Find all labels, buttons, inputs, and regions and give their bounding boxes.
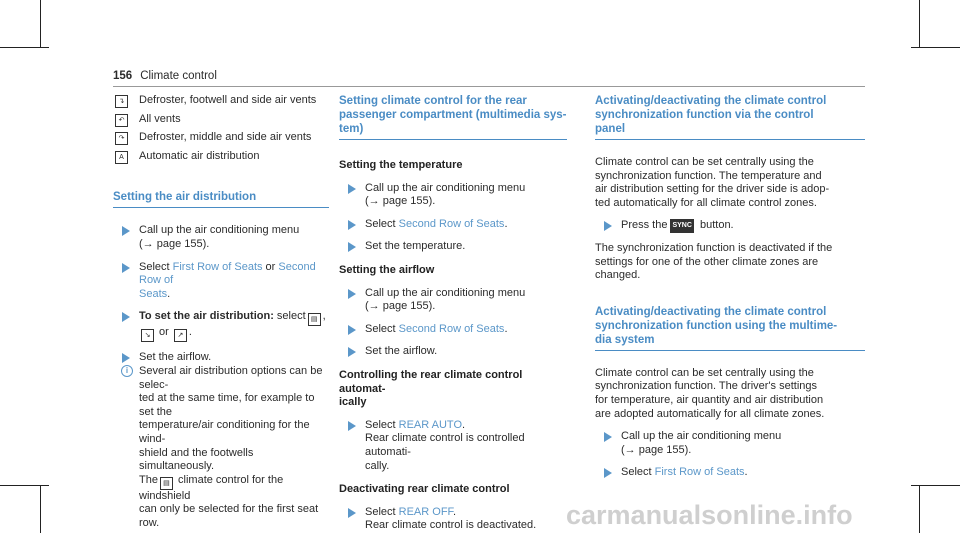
subheading: Controlling the rear climate control automat- ically (339, 368, 523, 409)
crop-mark (0, 485, 49, 486)
step: Call up the air conditioning menu (→ page 155). (339, 287, 567, 314)
page-header (113, 70, 217, 82)
subheading: Deactivating rear climate control (339, 483, 510, 496)
step-arrow-icon (122, 353, 130, 363)
crop-mark (911, 47, 960, 48)
list-item: A Automatic air distribution (113, 150, 329, 164)
step: Set the airflow. (339, 345, 567, 359)
paragraph: Climate control can be set centrally using the synchronization function. The temperature and air distribution setting for the driver side is adop- ted automatically for all climate control zones. (595, 156, 830, 209)
step: Select First Row of Seats. (595, 466, 865, 480)
section-heading: Activating/deactivating the climate control synchronization function via the control panel (595, 94, 865, 140)
step: Set the temperature. (339, 240, 567, 254)
menu-item-second-row[interactable]: Second Row of Seats (398, 217, 505, 230)
step: Select REAR AUTO. Rear climate control is controlled automati- cally. (339, 419, 567, 473)
menu-item-second-row[interactable]: Second Row of Seats (398, 322, 505, 335)
step: Press the SYNC button. (595, 219, 865, 233)
step: Call up the air conditioning menu (→ page 155). (113, 224, 329, 251)
page-number: 156 (113, 70, 133, 82)
list-item: ↷ Defroster, middle and side air vents (113, 131, 329, 145)
step: Select Second Row of Seats. (339, 218, 567, 232)
list-item: ↴ Defroster, footwell and side air vents (113, 94, 329, 108)
footwell-icon: ↘ (141, 329, 154, 342)
windshield-icon: ▤ (308, 313, 321, 326)
crop-mark (911, 485, 960, 486)
menu-item-first-row[interactable]: First Row of Seats (654, 466, 745, 479)
defrost-footwell-side-icon: ↴ (115, 95, 128, 108)
step: Call up the air conditioning menu (→ page 155). (595, 430, 865, 457)
column-3 (595, 94, 865, 480)
step: Select Second Row of Seats. (339, 323, 567, 337)
crop-mark (0, 47, 49, 48)
section-heading: Activating/deactivating the climate control synchronization function using the multime- dia system (595, 305, 865, 351)
middle-footwell-icon: ↗ (174, 329, 187, 342)
auto-distribution-icon: A (115, 151, 128, 164)
info-icon: i (121, 365, 133, 377)
defrost-middle-side-icon: ↷ (115, 132, 128, 145)
all-vents-icon: ↶ (115, 114, 128, 127)
crop-mark (919, 485, 920, 533)
step: Call up the air conditioning menu (→ page 155). (339, 182, 567, 209)
subheading: Setting the temperature (339, 159, 463, 171)
sync-button-icon: SYNC (670, 219, 693, 233)
windshield-icon: ▤ (160, 477, 173, 490)
paragraph: The synchronization function is deactivated if the settings for one of the other climate zones are changed. (595, 241, 833, 282)
step-arrow-icon (122, 312, 130, 322)
section-title: Climate control (140, 70, 217, 82)
header-rule (113, 86, 865, 87)
watermark: carmanualsonline.info (566, 500, 853, 530)
paragraph: Climate control can be set centrally using the synchronization function. The driver's settings for temperature, air quantity and air distribution are adopted automatically for all climate zones. (595, 366, 825, 420)
step: To set the air distribution: select ▤ , ↘ or ↗ . (113, 310, 329, 342)
section-heading: Setting the air distribution (113, 190, 329, 208)
list-item: ↶ All vents (113, 113, 329, 127)
step-arrow-icon (122, 226, 130, 236)
step-arrow-icon (122, 263, 130, 273)
menu-item-rear-auto[interactable]: REAR AUTO (398, 418, 463, 431)
step: Select REAR OFF. Rear climate control is deactivated. (339, 506, 567, 533)
menu-item-second-row[interactable]: Second Row of (139, 260, 316, 287)
column-1 (113, 94, 329, 530)
section-heading: Setting climate control for the rear passenger compartment (multimedia sys- tem) (339, 94, 567, 140)
crop-mark (40, 0, 41, 48)
step: Set the airflow. (113, 351, 329, 365)
subheading: Setting the airflow (339, 263, 435, 276)
menu-item-rear-off[interactable]: REAR OFF (398, 505, 454, 518)
column-2 (339, 94, 567, 533)
step: Select First Row of Seats or Second Row of Seats. (113, 261, 329, 302)
info-note: i Several air distribution options can be selec- ted at the same time, for example to set the temperature/air conditioning for the wind- shield and the footwells simultaneously. The ▤ climate control for the windshield can only be selected for the first seat row. (113, 365, 329, 531)
menu-item-first-row[interactable]: First Row of Seats (172, 260, 263, 273)
crop-mark (919, 0, 920, 48)
crop-mark (40, 485, 41, 533)
